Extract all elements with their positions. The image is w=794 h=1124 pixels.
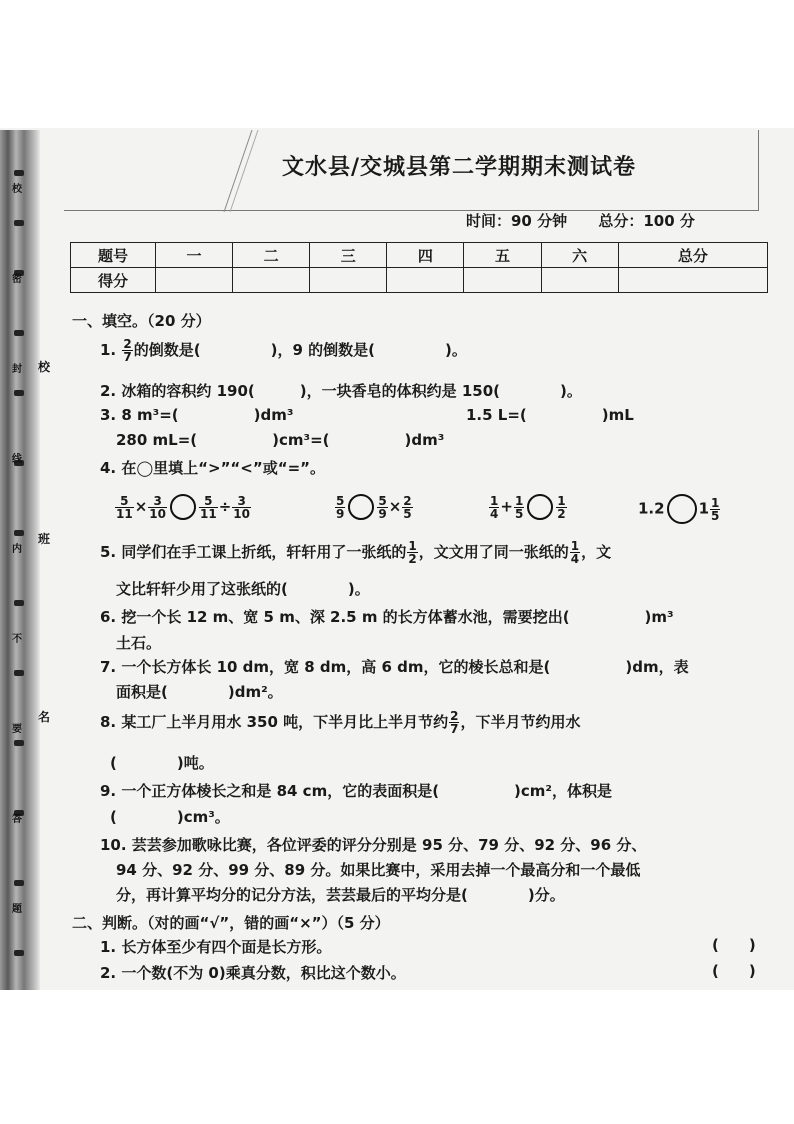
side-label-name: 名 <box>38 710 51 724</box>
operator: ÷ <box>218 497 232 516</box>
frac-num: 3 <box>148 495 167 508</box>
header-decoration <box>212 130 272 212</box>
fraction <box>402 495 412 520</box>
compare-circle[interactable] <box>667 494 697 524</box>
frac-num: 1 <box>408 539 417 553</box>
question-6b: 土石。 <box>116 634 162 652</box>
exam-meta <box>466 210 721 231</box>
compare-circle[interactable] <box>527 494 553 520</box>
score-cell: 六 <box>541 243 618 268</box>
fraction <box>556 495 566 520</box>
side-mark: 不 <box>12 634 22 645</box>
q8-text-b: ，下半月节约用水 <box>460 713 581 731</box>
question-9b: ( )cm³。 <box>110 808 230 826</box>
fraction <box>570 540 580 565</box>
question-3a: 3. 8 m³=( )dm³ <box>100 406 294 424</box>
operator: × <box>134 497 148 516</box>
question-2: 2. 冰箱的容积约 190( )，一块香皂的体积约是 150( )。 <box>100 382 582 400</box>
q1-text-b: )，9 的倒数是( <box>270 341 375 359</box>
fraction <box>489 495 499 520</box>
side-label-class: 班 <box>38 532 51 546</box>
question-7a: 7. 一个长方体长 10 dm，宽 8 dm，高 6 dm，它的棱长总和是( )dm，表 <box>100 658 689 676</box>
fraction <box>122 338 132 363</box>
frac-num: 1 <box>711 495 720 510</box>
mixed-whole: 1 <box>698 499 710 518</box>
side-mark: 内 <box>12 544 22 555</box>
side-label-school: 校 <box>38 360 51 374</box>
question-6a: 6. 挖一个长 12 m、宽 5 m、深 2.5 m 的长方体蓄水池，需要挖出( )m³ <box>100 608 674 626</box>
side-mark: 校 <box>12 184 22 195</box>
frac-num: 1 <box>514 493 524 508</box>
frac-den: 9 <box>336 506 345 521</box>
fraction <box>710 497 720 522</box>
frac-num: 5 <box>115 495 134 508</box>
score-table <box>70 242 768 293</box>
exam-time: 时间：90 分钟 <box>466 212 568 230</box>
q8-text-a: 8. 某工厂上半月用水 350 吨，下半月比上半月节约 <box>100 713 449 731</box>
compare-item-2 <box>334 494 414 520</box>
score-table-header-row <box>71 243 768 268</box>
decimal-value: 1.2 <box>638 499 665 518</box>
judge-answer-1[interactable]: ( ) <box>712 936 756 954</box>
frac-num: 1 <box>490 493 499 508</box>
fraction <box>335 495 345 520</box>
exam-total: 总分：100 分 <box>598 212 695 230</box>
score-input-cell[interactable] <box>618 268 767 293</box>
frac-den: 10 <box>149 506 166 521</box>
score-input-cell[interactable] <box>310 268 387 293</box>
score-table-score-row <box>71 268 768 293</box>
frac-num: 2 <box>123 337 132 351</box>
section1-title: 一、填空。（20 分） <box>72 312 211 330</box>
fraction <box>407 540 417 565</box>
score-input-cell[interactable] <box>387 268 464 293</box>
q5-text-a: 5. 同学们在手工课上折纸，轩轩用了一张纸的 <box>100 543 407 561</box>
frac-den: 2 <box>557 506 566 521</box>
score-input-cell[interactable] <box>541 268 618 293</box>
binding-strip <box>0 130 40 990</box>
frac-den: 9 <box>378 506 387 521</box>
frac-num: 3 <box>232 495 251 508</box>
judge-answer-2[interactable]: ( ) <box>712 962 756 980</box>
operator: + <box>500 497 513 516</box>
side-mark: 答 <box>12 814 22 825</box>
frac-den: 4 <box>490 506 499 521</box>
score-cell: 一 <box>156 243 233 268</box>
side-mark: 线 <box>12 454 22 465</box>
frac-num: 5 <box>199 495 218 508</box>
question-4: 4. 在◯里填上“>”“<”或“=”。 <box>100 459 326 477</box>
score-cell: 三 <box>310 243 387 268</box>
q5-text-c: ，文 <box>581 543 612 561</box>
score-cell: 二 <box>233 243 310 268</box>
frac-den: 11 <box>116 506 133 521</box>
frac-den: 10 <box>233 506 250 521</box>
question-1 <box>100 338 467 363</box>
fraction <box>514 495 524 520</box>
frac-den: 7 <box>123 350 132 364</box>
frac-num: 5 <box>336 493 345 508</box>
fraction <box>199 495 218 520</box>
frac-den: 4 <box>570 552 580 566</box>
question-9a: 9. 一个正方体棱长之和是 84 cm，它的表面积是( )cm²，体积是 <box>100 782 613 800</box>
judge-question-1: 1. 长方体至少有四个面是长方形。 <box>100 938 332 956</box>
compare-circle[interactable] <box>348 494 374 520</box>
fraction <box>115 495 134 520</box>
q5-text-b: ，文文用了同一张纸的 <box>418 543 569 561</box>
fraction <box>148 495 167 520</box>
side-mark: 密 <box>12 274 22 285</box>
q1-text-a: 的倒数是( <box>133 341 201 359</box>
page-title: 文水县/交城县第二学期期末测试卷 <box>282 154 637 180</box>
compare-circle[interactable] <box>170 494 196 520</box>
fraction <box>377 495 387 520</box>
question-7b: 面积是( )dm²。 <box>116 683 283 701</box>
question-3b: 1.5 L=( )mL <box>466 406 634 424</box>
frac-den: 5 <box>711 508 720 523</box>
q1-text-c: )。 <box>444 341 467 359</box>
score-input-cell[interactable] <box>233 268 310 293</box>
judge-question-2: 2. 一个数(不为 0)乘真分数，积比这个数小。 <box>100 964 406 982</box>
question-5a <box>100 540 611 565</box>
q1-num: 1. <box>100 341 117 359</box>
frac-num: 2 <box>450 709 459 723</box>
frac-den: 11 <box>199 506 217 521</box>
question-8a <box>100 710 581 735</box>
frac-num: 2 <box>403 493 412 508</box>
fraction <box>449 710 459 735</box>
frac-den: 2 <box>408 552 417 566</box>
question-5b: 文比轩轩少用了这张纸的( )。 <box>116 580 370 598</box>
compare-item-4 <box>638 494 721 524</box>
frac-den: 5 <box>514 506 524 521</box>
side-mark: 题 <box>12 904 22 915</box>
question-10a: 10. 芸芸参加歌咏比赛，各位评委的评分分别是 95 分、79 分、92 分、96 分、 <box>100 836 647 854</box>
frac-den: 5 <box>403 506 412 521</box>
compare-item-1 <box>114 494 252 520</box>
score-cell: 题号 <box>71 243 156 268</box>
frac-num: 5 <box>378 493 387 508</box>
score-cell: 总分 <box>618 243 767 268</box>
side-mark: 封 <box>12 364 22 375</box>
question-10b: 94 分、92 分、99 分、89 分。如果比赛中，采用去掉一个最高分和一个最低 <box>116 861 641 879</box>
compare-item-3 <box>488 494 568 520</box>
fraction <box>232 495 251 520</box>
frac-num: 1 <box>557 493 566 508</box>
operator: × <box>388 497 402 516</box>
question-10c: 分，再计算平均分的记分方法，芸芸最后的平均分是( )分。 <box>116 886 565 904</box>
question-3c: 280 mL=( )cm³=( )dm³ <box>116 431 445 449</box>
score-input-cell[interactable] <box>156 268 233 293</box>
frac-num: 1 <box>570 539 580 553</box>
score-cell: 五 <box>464 243 541 268</box>
section2-title: 二、判断。（对的画“√”，错的画“×”）（5 分） <box>72 914 390 932</box>
score-cell: 得分 <box>71 268 156 293</box>
score-cell: 四 <box>387 243 464 268</box>
side-mark: 要 <box>12 724 22 735</box>
frac-den: 7 <box>450 722 459 736</box>
question-8b: ( )吨。 <box>110 754 214 772</box>
score-input-cell[interactable] <box>464 268 541 293</box>
